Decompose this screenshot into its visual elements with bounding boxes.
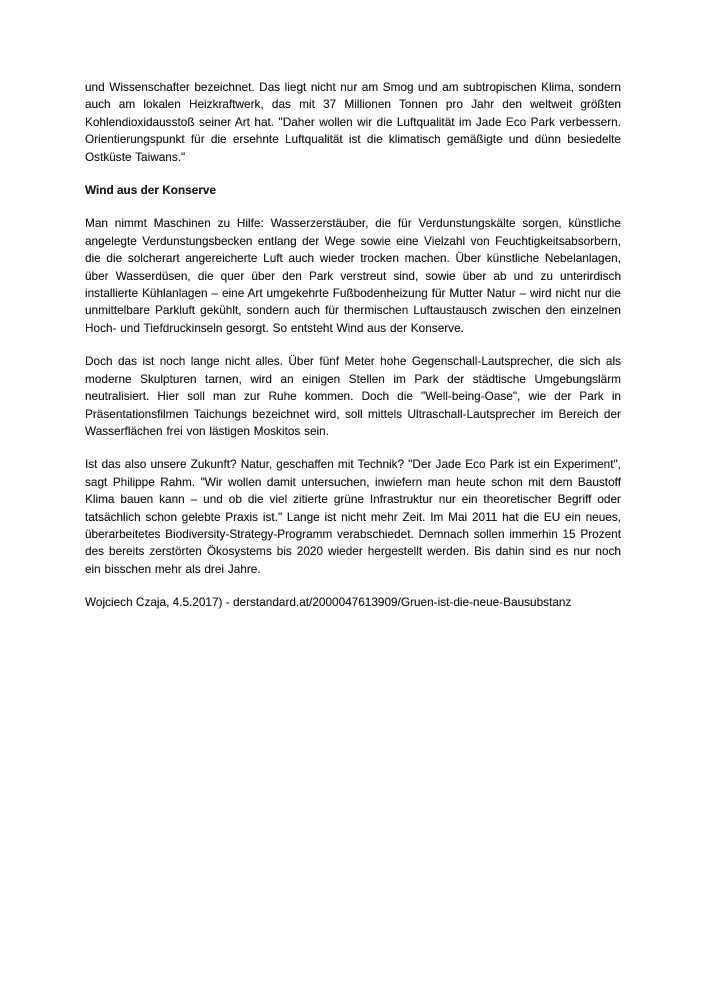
paragraph-future: Ist das also unsere Zukunft? Natur, geschaffen mit Technik? "Der Jade Eco Park ist ein Experiment", sagt Philippe Rahm. "Wir wollen damit untersuchen, inwiefern man heute schon mit dem Baustoff Klima bauen kann – und ob die viel zitierte grüne Infrastruktur nur ein theoretischer Begriff oder tatsächlich schon gelebte Praxis ist." Lange ist nicht mehr Zeit. Im Mai 2011 hat die EU ein neues, überarbeitetes Biodiversity-Strategy-Programm verabschiedet. Demnach sollen immerhin 15 Prozent des bereits zerstörten Ökosystems bis 2020 wieder hergestellt werden. Bis dahin sind es nur noch ein bisschen mehr als drei Jahre. — [85, 457, 621, 576]
paragraph-air-quality: und Wissenschafter bezeichnet. Das liegt nicht nur am Smog und am subtropischen Klima, sondern auch am lokalen Heizkraftwerk, das mit 37 Millionen Tonnen pro Jahr den weltweit größten Kohlendioxidausstoß seiner Art hat. "Daher wollen wir die Luftqualität im Jade Eco Park verbessern. Orientierungspunkt für die ersehnte Luftqualität ist die klimatisch gemäßigte und dünn besiedelte Ostküste Taiwans." — [85, 80, 621, 164]
paragraph-machines: Man nimmt Maschinen zu Hilfe: Wasserzerstäuber, die für Verdunstungskälte sorgen, künstliche angelegte Verdunstungsbecken entlang der Wege sowie eine Vielzahl von Feuchtigkeitsabsorbern, die die solcherart angereicherte Luft auch wieder trocken machen. Über künstliche Nebelanlagen, über Wasserdüsen, die quer über den Park verstreut sind, sowie über ab und zu unterirdisch installierte Kühlanlagen – eine Art umgekehrte Fußbodenheizung für Mutter Natur – wird nicht nur die unmittelbare Parkluft gekühlt, sondern auch für thermischen Luftaustausch zwischen den einzelnen Hoch- und Tiefdruckinseln gesorgt. So entsteht Wind aus der Konserve. — [85, 216, 621, 335]
paragraph-loudspeakers: Doch das ist noch lange nicht alles. Über fünf Meter hohe Gegenschall-Lautsprecher, die sich als moderne Skulpturen tarnen, wird an einigen Stellen im Park der städtische Umgebungslärm neutralisiert. Hier soll man zur Ruhe kommen. Doch die "Well-being-Oase", wie der Park in Präsentationsfilmen Taichungs bezeichnet wird, soll mittels Ultraschall-Lautsprecher im Bereich der Wasserflächen frei von lästigen Moskitos sein. — [85, 354, 621, 438]
byline: Wojciech Czaja, 4.5.2017) - derstandard.at/2000047613909/Gruen-ist-die-neue-Bausubstanz — [85, 595, 572, 610]
article-text-column — [85, 79, 621, 628]
section-heading: Wind aus der Konserve — [85, 183, 217, 198]
